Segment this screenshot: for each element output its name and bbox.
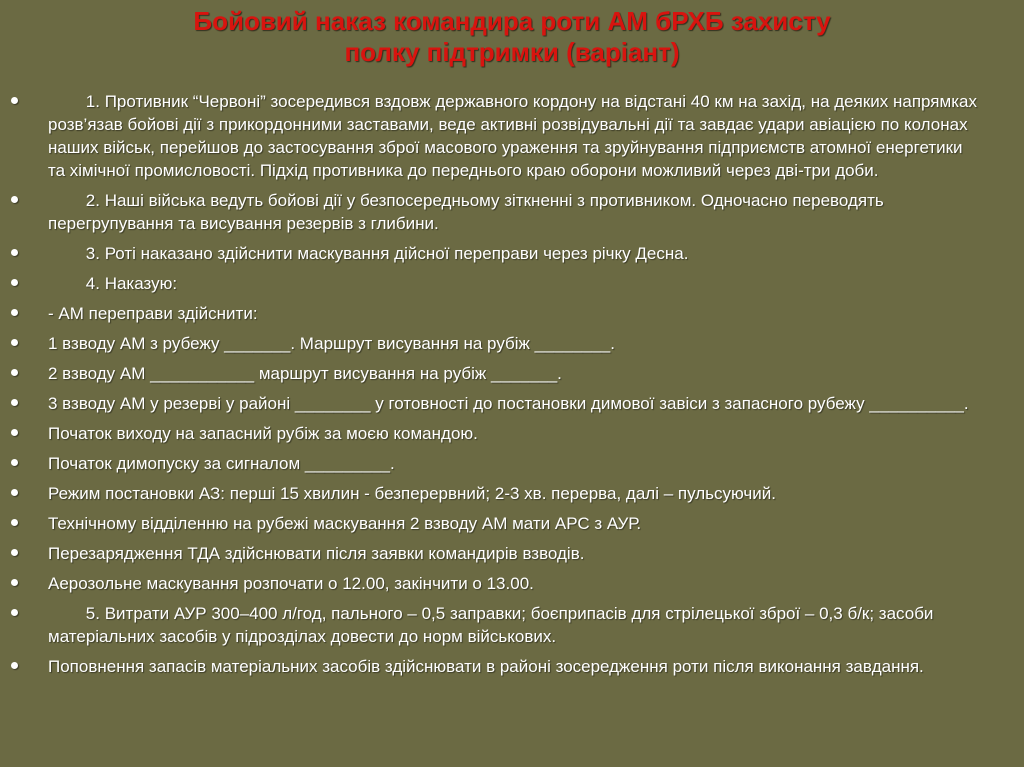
bullet-dot-icon bbox=[11, 369, 18, 376]
bullet-dot-icon bbox=[11, 609, 18, 616]
bullet-list bbox=[0, 90, 1024, 685]
bullet-item bbox=[0, 189, 1024, 235]
bullet-dot-icon bbox=[11, 399, 18, 406]
bullet-item bbox=[0, 332, 1024, 355]
bullet-dot-icon bbox=[11, 309, 18, 316]
bullet-item bbox=[0, 90, 1024, 182]
bullet-text: 1 взводу АМ з рубежу _______. Маршрут висування на рубіж ________. bbox=[48, 334, 615, 353]
bullet-text: 1. Противник “Червоні” зосередився вздовж державного кордону на відстані 40 км на захід, на деяких напрямках розв’язав бойові дії з прикордонними заставами, веде активні розвідувальні дії та завдає удари авіацією по колонах наших військ, перейшов до застосування зброї масового ураження та зруйнування підприємств атомної енергетики та хімічної промисловості. Підхід противника до переднього краю оборони можливий через дві-три доби. bbox=[48, 92, 982, 180]
bullet-item bbox=[0, 602, 1024, 648]
bullet-text: 2. Наші війська ведуть бойові дії у безпосередньому зіткненні з противником. Одночасно переводять перегрупування та висування резервів з глибини. bbox=[48, 191, 889, 233]
bullet-text: Поповнення запасів матеріальних засобів здійснювати в районі зосередження роти після виконання завдання. bbox=[48, 657, 924, 676]
bullet-dot-icon bbox=[11, 579, 18, 586]
bullet-text: - АМ переправи здійснити: bbox=[48, 304, 258, 323]
bullet-dot-icon bbox=[11, 97, 18, 104]
bullet-text: Технічному відділенню на рубежі маскування 2 взводу АМ мати АРС з АУР. bbox=[48, 514, 642, 533]
bullet-text: 3. Роті наказано здійснити маскування дійсної переправи через річку Десна. bbox=[48, 244, 689, 263]
bullet-item bbox=[0, 542, 1024, 565]
slide-title-line-1: Бойовий наказ командира роти АМ бРХБ захисту bbox=[193, 6, 831, 36]
bullet-item bbox=[0, 482, 1024, 505]
bullet-dot-icon bbox=[11, 459, 18, 466]
bullet-item bbox=[0, 392, 1024, 415]
bullet-text: Початок димопуску за сигналом _________. bbox=[48, 454, 395, 473]
bullet-item bbox=[0, 302, 1024, 325]
slide-title bbox=[0, 6, 1024, 68]
bullet-item bbox=[0, 452, 1024, 475]
bullet-item bbox=[0, 572, 1024, 595]
bullet-dot-icon bbox=[11, 489, 18, 496]
slide-title-line-2: полку підтримки (варіант) bbox=[344, 37, 680, 67]
bullet-item bbox=[0, 242, 1024, 265]
bullet-dot-icon bbox=[11, 519, 18, 526]
bullet-dot-icon bbox=[11, 249, 18, 256]
bullet-text: 3 взводу АМ у резерві у районі ________ у готовності до постановки димової завіси з запасного рубежу __________. bbox=[48, 394, 969, 413]
bullet-dot-icon bbox=[11, 279, 18, 286]
bullet-dot-icon bbox=[11, 196, 18, 203]
bullet-text: Аерозольне маскування розпочати о 12.00, закінчити о 13.00. bbox=[48, 574, 534, 593]
bullet-dot-icon bbox=[11, 339, 18, 346]
bullet-item bbox=[0, 422, 1024, 445]
bullet-text: Початок виходу на запасний рубіж за моєю командою. bbox=[48, 424, 478, 443]
bullet-text: 5. Витрати АУР 300–400 л/год, пального – 0,5 заправки; боєприпасів для стрілецької зброї – 0,3 б/к; засоби матеріальних засобів у підрозділах довести до норм військових. bbox=[48, 604, 939, 646]
bullet-text: 2 взводу АМ ___________ маршрут висування на рубіж _______. bbox=[48, 364, 562, 383]
bullet-dot-icon bbox=[11, 549, 18, 556]
bullet-text: Режим постановки АЗ: перші 15 хвилин - безперервний; 2-3 хв. перерва, далі – пульсуючий. bbox=[48, 484, 776, 503]
bullet-text: 4. Наказую: bbox=[48, 274, 178, 293]
bullet-item bbox=[0, 272, 1024, 295]
bullet-item bbox=[0, 655, 1024, 678]
bullet-dot-icon bbox=[11, 429, 18, 436]
bullet-item bbox=[0, 512, 1024, 535]
bullet-dot-icon bbox=[11, 662, 18, 669]
bullet-text: Перезарядження ТДА здійснювати після заявки командирів взводів. bbox=[48, 544, 585, 563]
bullet-item bbox=[0, 362, 1024, 385]
